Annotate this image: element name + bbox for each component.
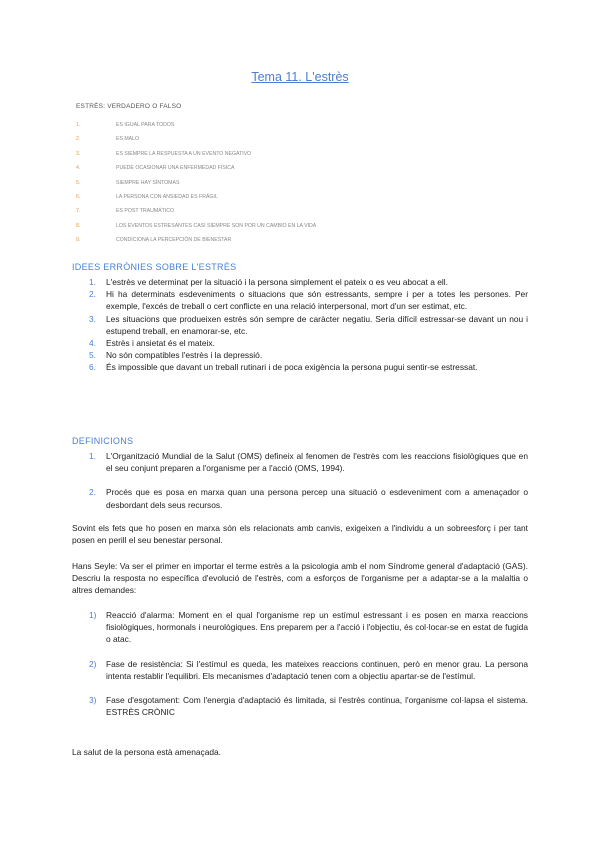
ideas-heading: IDEES ERRÒNIES SOBRE L'ESTRÈS: [72, 262, 237, 272]
quiz-item-number: 3.: [76, 150, 81, 157]
quiz-item-number: 6.: [76, 193, 81, 200]
quiz-item: [76, 194, 536, 208]
quiz-item-text: PUEDE OCASIONAR UNA ENFERMEDAD FÍSICA: [116, 165, 235, 172]
quiz-heading: ESTRÈS: VERDADERO O FALSO: [76, 103, 182, 110]
list-item: [72, 313, 528, 337]
quiz-item-number: 8.: [76, 222, 81, 229]
list-item: [72, 450, 528, 474]
list-item: [72, 276, 528, 288]
list-item-number: 3.: [89, 313, 96, 324]
quiz-item-text: SIEMPRE HAY SÍNTOMAS: [116, 179, 180, 186]
quiz-item-number: 7.: [76, 208, 81, 215]
list-item-number: 2.: [89, 289, 96, 300]
quiz-item: [76, 165, 536, 179]
list-item-text: És impossible que davant un treball rutinari i de poca exigència la persona pugui sentir-se estressat.: [106, 362, 478, 373]
definitions-heading: DEFINICIONS: [72, 436, 134, 446]
list-item-number: 1.: [89, 451, 96, 461]
quiz-item-number: 9.: [76, 237, 81, 244]
quiz-item-number: 1.: [76, 122, 81, 128]
list-item-text: Procés que es posa en marxa quan una persona percep una situació o esdeveniment com a amenaçador o desbordant dels seus recursos.: [106, 487, 528, 510]
list-item-text: L'estrès ve determinat per la situació i la persona simplement el pateix o es veu abocat a ell.: [106, 277, 448, 287]
list-item-number: 1.: [89, 277, 96, 287]
list-item-text: Reacció d'alarma: Moment en el qual l'organisme rep un estímul estressant i es posen en marxa reaccions fisiològiques, hormonals i neurològiques. Ens preparem per a l'acció i l'objectiu, és col·locar-se en estat de fugida o atac.: [106, 610, 528, 645]
quiz-item: [76, 180, 536, 194]
list-item-number: 6.: [89, 362, 96, 373]
quiz-item-text: CONDICIONA LA PERCEPCIÓN DE BIENESTAR: [116, 237, 232, 244]
list-item-number: 5.: [89, 350, 96, 361]
list-item: [72, 609, 528, 646]
list-item-text: L'Organització Mundial de la Salut (OMS) defineix al fenomen de l'estrès com les reaccions fisiològiques que en el seu conjunt preparen a l'organisme per a l'acció (OMS, 1994).: [106, 451, 528, 474]
paragraph: Hans Seyle: Va ser el primer en importar el terme estrès a la psicologia amb el nom Síndrome general d'adaptació (GAS). Descriu la resposta no específica d'evolució de l'estrès, com a esforços de l'organisme per a adaptar-se a la malaltia o altres demandes:: [72, 561, 528, 596]
quiz-list: [76, 122, 536, 252]
quiz-item: [76, 237, 536, 251]
closing-paragraph: La salut de la persona està amenaçada.: [72, 747, 221, 757]
paragraph: Sovint els fets que ho posen en marxa són els relacionats amb canvis, exigeixen a l'individu a un sobreesforç i per tant posen en perill el seu benestar personal.: [72, 523, 528, 546]
list-item: [72, 361, 528, 373]
quiz-item-number: 4.: [76, 165, 81, 172]
list-item: [72, 694, 528, 718]
list-item-number: 1): [89, 610, 97, 620]
list-item-text: Fase d'esgotament: Com l'energia d'adaptació és limitada, si l'estrès continua, l'organisme col·lapsa el sistema. ESTRÈS CRÒNIC: [106, 695, 528, 718]
quiz-item-text: ES MALO: [116, 136, 140, 143]
quiz-item-text: ES IGUAL PARA TODOS: [116, 122, 175, 128]
quiz-item-text: LOS EVENTOS ESTRESANTES CASI SIEMPRE SON POR UN CAMBIO EN LA VIDA: [116, 222, 317, 229]
list-item-text: Hi ha determinats esdeveniments o situacions que són estressants, sempre i per a totes les persones. Per exemple, l'excés de treball o cert conflicte en una relació interpersonal, mort d'un ser estimat, etc.: [106, 289, 528, 312]
list-item: [72, 486, 528, 510]
page-title: Tema 11. L'estrès: [251, 70, 349, 84]
quiz-item: [76, 223, 536, 237]
quiz-item-number: 5.: [76, 179, 81, 186]
list-item-text: Les situacions que produeixen estrès són sempre de caràcter negatiu. Seria difícil estressar-se davant un nou i estupend treball, en enamorar-se, etc.: [106, 313, 528, 336]
quiz-item: [76, 136, 536, 150]
list-item: [72, 658, 528, 682]
phases-list: [72, 609, 528, 718]
list-item-number: 4.: [89, 338, 96, 349]
list-item-number: 3): [89, 695, 97, 706]
list-item: [72, 288, 528, 312]
quiz-item-text: ES POST TRAUMÁTICO: [116, 208, 175, 215]
list-item-text: Estrès i ansietat és el mateix.: [106, 338, 215, 349]
quiz-item: [76, 122, 536, 136]
list-item-text: No són compatibles l'estrès i la depressió.: [106, 350, 263, 361]
list-item: [72, 349, 528, 361]
definitions-list: [72, 450, 528, 511]
quiz-item-text: LA PERSONA CON ANSIEDAD ES FRÁGIL: [116, 193, 218, 200]
quiz-item-number: 2.: [76, 136, 81, 143]
list-item: [72, 337, 528, 349]
list-item-number: 2): [89, 658, 97, 669]
quiz-item: [76, 151, 536, 165]
quiz-item-text: ES SIEMPRE LA RESPUESTA A UN EVENTO NEGATIVO: [116, 150, 252, 157]
ideas-list: [72, 276, 528, 374]
list-item-text: Fase de resistència: Si l'estímul es queda, les mateixes reaccions continuen, però en menor grau. La persona intenta restablir l'equilibri. Els mecanismes d'adaptació tenen com a objectiu apartar-se de l'estímul.: [106, 658, 528, 681]
list-item-number: 2.: [89, 487, 96, 498]
quiz-item: [76, 208, 536, 222]
